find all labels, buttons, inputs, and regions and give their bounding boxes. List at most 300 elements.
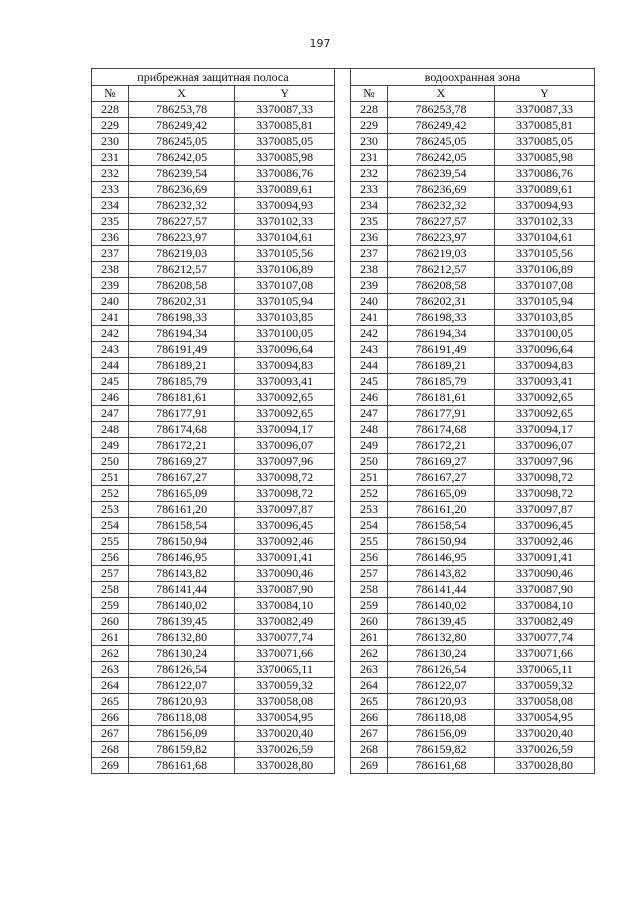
table-row: [92, 470, 335, 486]
x-coordinate-cell: 786181,61: [388, 390, 495, 406]
table-row: [92, 294, 335, 310]
point-number-cell: 250: [351, 454, 388, 470]
table-row: [351, 710, 595, 726]
x-coordinate-cell: 786139,45: [128, 614, 234, 630]
point-number-cell: 252: [92, 486, 129, 502]
x-coordinate-cell: 786249,42: [128, 118, 234, 134]
x-coordinate-cell: 786242,05: [128, 150, 234, 166]
point-number-cell: 239: [351, 278, 388, 294]
point-number-cell: 243: [92, 342, 129, 358]
table-row: [92, 694, 335, 710]
point-number-cell: 249: [92, 438, 129, 454]
point-number-cell: 234: [351, 198, 388, 214]
table-row: [92, 678, 335, 694]
x-coordinate-cell: 786239,54: [128, 166, 234, 182]
point-number-cell: 247: [351, 406, 388, 422]
x-coordinate-cell: 786161,68: [388, 758, 495, 774]
point-number-cell: 244: [92, 358, 129, 374]
table-row: [92, 630, 335, 646]
point-number-cell: 235: [92, 214, 129, 230]
table-row: [351, 582, 595, 598]
point-number-cell: 258: [92, 582, 129, 598]
y-coordinate-cell: 3370098,72: [235, 486, 335, 502]
coastal-protection-strip-table: [91, 68, 335, 774]
table-row: [351, 470, 595, 486]
column-header-y: Y: [235, 86, 335, 102]
y-coordinate-cell: 3370091,41: [495, 550, 595, 566]
x-coordinate-cell: 786198,33: [388, 310, 495, 326]
point-number-cell: 248: [351, 422, 388, 438]
table-row: [351, 198, 595, 214]
y-coordinate-cell: 3370059,32: [495, 678, 595, 694]
point-number-cell: 237: [351, 246, 388, 262]
y-coordinate-cell: 3370028,80: [235, 758, 335, 774]
point-number-cell: 263: [351, 662, 388, 678]
table-row: [351, 166, 595, 182]
table-body: [351, 102, 595, 774]
point-number-cell: 267: [351, 726, 388, 742]
column-header-x: X: [128, 86, 234, 102]
water-protection-zone-table: [350, 68, 595, 774]
y-coordinate-cell: 3370097,96: [235, 454, 335, 470]
table-row: [92, 422, 335, 438]
y-coordinate-cell: 3370089,61: [235, 182, 335, 198]
point-number-cell: 233: [92, 182, 129, 198]
table-title: водоохранная зона: [351, 69, 595, 86]
y-coordinate-cell: 3370028,80: [495, 758, 595, 774]
table-row: [351, 614, 595, 630]
point-number-cell: 266: [351, 710, 388, 726]
point-number-cell: 235: [351, 214, 388, 230]
table-row: [92, 534, 335, 550]
table-row: [351, 694, 595, 710]
point-number-cell: 257: [351, 566, 388, 582]
y-coordinate-cell: 3370094,93: [235, 198, 335, 214]
y-coordinate-cell: 3370071,66: [235, 646, 335, 662]
x-coordinate-cell: 786212,57: [388, 262, 495, 278]
point-number-cell: 253: [92, 502, 129, 518]
x-coordinate-cell: 786146,95: [388, 550, 495, 566]
point-number-cell: 229: [351, 118, 388, 134]
table-row: [92, 710, 335, 726]
x-coordinate-cell: 786140,02: [128, 598, 234, 614]
y-coordinate-cell: 3370058,08: [235, 694, 335, 710]
y-coordinate-cell: 3370026,59: [235, 742, 335, 758]
table-row: [351, 230, 595, 246]
x-coordinate-cell: 786146,95: [128, 550, 234, 566]
table-row: [92, 582, 335, 598]
table-row: [92, 262, 335, 278]
point-number-cell: 265: [351, 694, 388, 710]
point-number-cell: 256: [351, 550, 388, 566]
table-row: [351, 742, 595, 758]
x-coordinate-cell: 786185,79: [388, 374, 495, 390]
point-number-cell: 240: [92, 294, 129, 310]
table-row: [92, 502, 335, 518]
x-coordinate-cell: 786159,82: [128, 742, 234, 758]
y-coordinate-cell: 3370087,33: [495, 102, 595, 118]
x-coordinate-cell: 786139,45: [388, 614, 495, 630]
table-row: [351, 758, 595, 774]
point-number-cell: 228: [351, 102, 388, 118]
table-row: [92, 454, 335, 470]
x-coordinate-cell: 786191,49: [128, 342, 234, 358]
y-coordinate-cell: 3370097,96: [495, 454, 595, 470]
x-coordinate-cell: 786253,78: [388, 102, 495, 118]
y-coordinate-cell: 3370096,07: [235, 438, 335, 454]
x-coordinate-cell: 786161,20: [128, 502, 234, 518]
column-header-y: Y: [495, 86, 595, 102]
table-row: [351, 118, 595, 134]
table-row: [92, 310, 335, 326]
y-coordinate-cell: 3370071,66: [495, 646, 595, 662]
table-row: [351, 294, 595, 310]
x-coordinate-cell: 786208,58: [388, 278, 495, 294]
table-row: [351, 102, 595, 118]
x-coordinate-cell: 786130,24: [388, 646, 495, 662]
x-coordinate-cell: 786118,08: [128, 710, 234, 726]
point-number-cell: 267: [92, 726, 129, 742]
table-row: [92, 134, 335, 150]
y-coordinate-cell: 3370089,61: [495, 182, 595, 198]
table-row: [92, 358, 335, 374]
point-number-cell: 260: [92, 614, 129, 630]
x-coordinate-cell: 786140,02: [388, 598, 495, 614]
table-row: [351, 182, 595, 198]
table-row: [351, 646, 595, 662]
point-number-cell: 262: [351, 646, 388, 662]
y-coordinate-cell: 3370091,41: [235, 550, 335, 566]
x-coordinate-cell: 786219,03: [388, 246, 495, 262]
x-coordinate-cell: 786165,09: [388, 486, 495, 502]
point-number-cell: 246: [351, 390, 388, 406]
point-number-cell: 261: [92, 630, 129, 646]
table-row: [351, 566, 595, 582]
y-coordinate-cell: 3370090,46: [235, 566, 335, 582]
table-row: [92, 374, 335, 390]
table-gap-divider: [335, 68, 350, 84]
y-coordinate-cell: 3370092,65: [495, 406, 595, 422]
table-row: [92, 214, 335, 230]
y-coordinate-cell: 3370092,65: [235, 390, 335, 406]
y-coordinate-cell: 3370065,11: [235, 662, 335, 678]
y-coordinate-cell: 3370087,33: [235, 102, 335, 118]
x-coordinate-cell: 786232,32: [388, 198, 495, 214]
table-row: [92, 646, 335, 662]
point-number-cell: 254: [351, 518, 388, 534]
table-row: [351, 486, 595, 502]
table-row: [92, 726, 335, 742]
table-row: [92, 246, 335, 262]
point-number-cell: 233: [351, 182, 388, 198]
point-number-cell: 264: [351, 678, 388, 694]
point-number-cell: 240: [351, 294, 388, 310]
table-row: [92, 166, 335, 182]
x-coordinate-cell: 786194,34: [388, 326, 495, 342]
x-coordinate-cell: 786189,21: [388, 358, 495, 374]
table-row: [351, 262, 595, 278]
x-coordinate-cell: 786227,57: [128, 214, 234, 230]
y-coordinate-cell: 3370077,74: [495, 630, 595, 646]
point-number-cell: 236: [92, 230, 129, 246]
table-row: [351, 438, 595, 454]
y-coordinate-cell: 3370100,05: [495, 326, 595, 342]
point-number-cell: 260: [351, 614, 388, 630]
y-coordinate-cell: 3370102,33: [495, 214, 595, 230]
y-coordinate-cell: 3370090,46: [495, 566, 595, 582]
table-title: прибрежная защитная полоса: [92, 69, 335, 86]
y-coordinate-cell: 3370094,83: [235, 358, 335, 374]
point-number-cell: 251: [351, 470, 388, 486]
point-number-cell: 230: [92, 134, 129, 150]
x-coordinate-cell: 786150,94: [388, 534, 495, 550]
y-coordinate-cell: 3370092,46: [495, 534, 595, 550]
x-coordinate-cell: 786212,57: [128, 262, 234, 278]
table-row: [92, 550, 335, 566]
y-coordinate-cell: 3370096,64: [495, 342, 595, 358]
x-coordinate-cell: 786177,91: [128, 406, 234, 422]
y-coordinate-cell: 3370100,05: [235, 326, 335, 342]
table-row: [92, 598, 335, 614]
table-row: [92, 486, 335, 502]
y-coordinate-cell: 3370098,72: [235, 470, 335, 486]
x-coordinate-cell: 786208,58: [128, 278, 234, 294]
point-number-cell: 259: [92, 598, 129, 614]
y-coordinate-cell: 3370085,98: [235, 150, 335, 166]
x-coordinate-cell: 786122,07: [388, 678, 495, 694]
point-number-cell: 251: [92, 470, 129, 486]
x-coordinate-cell: 786120,93: [128, 694, 234, 710]
x-coordinate-cell: 786156,09: [388, 726, 495, 742]
table-row: [92, 758, 335, 774]
point-number-cell: 245: [92, 374, 129, 390]
x-coordinate-cell: 786242,05: [388, 150, 495, 166]
y-coordinate-cell: 3370058,08: [495, 694, 595, 710]
table-row: [351, 550, 595, 566]
x-coordinate-cell: 786167,27: [388, 470, 495, 486]
x-coordinate-cell: 786236,69: [128, 182, 234, 198]
point-number-cell: 268: [92, 742, 129, 758]
table-body: [92, 102, 335, 774]
point-number-cell: 261: [351, 630, 388, 646]
point-number-cell: 238: [351, 262, 388, 278]
point-number-cell: 238: [92, 262, 129, 278]
point-number-cell: 255: [92, 534, 129, 550]
x-coordinate-cell: 786126,54: [128, 662, 234, 678]
point-number-cell: 258: [351, 582, 388, 598]
y-coordinate-cell: 3370087,90: [495, 582, 595, 598]
x-coordinate-cell: 786120,93: [388, 694, 495, 710]
point-number-cell: 263: [92, 662, 129, 678]
x-coordinate-cell: 786143,82: [388, 566, 495, 582]
y-coordinate-cell: 3370084,10: [235, 598, 335, 614]
y-coordinate-cell: 3370094,83: [495, 358, 595, 374]
y-coordinate-cell: 3370086,76: [235, 166, 335, 182]
table-row: [351, 134, 595, 150]
x-coordinate-cell: 786143,82: [128, 566, 234, 582]
x-coordinate-cell: 786141,44: [128, 582, 234, 598]
point-number-cell: 236: [351, 230, 388, 246]
point-number-cell: 246: [92, 390, 129, 406]
point-number-cell: 242: [92, 326, 129, 342]
y-coordinate-cell: 3370106,89: [235, 262, 335, 278]
y-coordinate-cell: 3370097,87: [495, 502, 595, 518]
y-coordinate-cell: 3370092,65: [235, 406, 335, 422]
y-coordinate-cell: 3370020,40: [495, 726, 595, 742]
y-coordinate-cell: 3370105,94: [495, 294, 595, 310]
point-number-cell: 259: [351, 598, 388, 614]
point-number-cell: 245: [351, 374, 388, 390]
y-coordinate-cell: 3370097,87: [235, 502, 335, 518]
point-number-cell: 247: [92, 406, 129, 422]
point-number-cell: 248: [92, 422, 129, 438]
table-row: [92, 518, 335, 534]
column-header-x: X: [388, 86, 495, 102]
y-coordinate-cell: 3370105,56: [495, 246, 595, 262]
y-coordinate-cell: 3370098,72: [495, 470, 595, 486]
y-coordinate-cell: 3370020,40: [235, 726, 335, 742]
x-coordinate-cell: 786158,54: [128, 518, 234, 534]
point-number-cell: 232: [92, 166, 129, 182]
point-number-cell: 241: [351, 310, 388, 326]
point-number-cell: 230: [351, 134, 388, 150]
x-coordinate-cell: 786202,31: [388, 294, 495, 310]
point-number-cell: 252: [351, 486, 388, 502]
x-coordinate-cell: 786181,61: [128, 390, 234, 406]
x-coordinate-cell: 786227,57: [388, 214, 495, 230]
x-coordinate-cell: 786236,69: [388, 182, 495, 198]
y-coordinate-cell: 3370054,95: [495, 710, 595, 726]
x-coordinate-cell: 786232,32: [128, 198, 234, 214]
x-coordinate-cell: 786161,68: [128, 758, 234, 774]
point-number-cell: 229: [92, 118, 129, 134]
x-coordinate-cell: 786174,68: [128, 422, 234, 438]
point-number-cell: 244: [351, 358, 388, 374]
x-coordinate-cell: 786172,21: [128, 438, 234, 454]
y-coordinate-cell: 3370085,81: [235, 118, 335, 134]
point-number-cell: 237: [92, 246, 129, 262]
point-number-cell: 256: [92, 550, 129, 566]
point-number-cell: 268: [351, 742, 388, 758]
y-coordinate-cell: 3370104,61: [235, 230, 335, 246]
y-coordinate-cell: 3370026,59: [495, 742, 595, 758]
y-coordinate-cell: 3370085,98: [495, 150, 595, 166]
point-number-cell: 234: [92, 198, 129, 214]
x-coordinate-cell: 786126,54: [388, 662, 495, 678]
point-number-cell: 231: [351, 150, 388, 166]
point-number-cell: 269: [351, 758, 388, 774]
point-number-cell: 239: [92, 278, 129, 294]
table-row: [92, 390, 335, 406]
point-number-cell: 231: [92, 150, 129, 166]
point-number-cell: 255: [351, 534, 388, 550]
y-coordinate-cell: 3370106,89: [495, 262, 595, 278]
y-coordinate-cell: 3370077,74: [235, 630, 335, 646]
y-coordinate-cell: 3370085,81: [495, 118, 595, 134]
y-coordinate-cell: 3370103,85: [235, 310, 335, 326]
y-coordinate-cell: 3370094,17: [235, 422, 335, 438]
y-coordinate-cell: 3370082,49: [235, 614, 335, 630]
y-coordinate-cell: 3370096,64: [235, 342, 335, 358]
table-row: [92, 102, 335, 118]
table-row: [92, 198, 335, 214]
column-header-number: №: [92, 86, 129, 102]
x-coordinate-cell: 786189,21: [128, 358, 234, 374]
x-coordinate-cell: 786150,94: [128, 534, 234, 550]
x-coordinate-cell: 786185,79: [128, 374, 234, 390]
table-row: [351, 662, 595, 678]
table-row: [92, 566, 335, 582]
x-coordinate-cell: 786118,08: [388, 710, 495, 726]
column-header-number: №: [351, 86, 388, 102]
table-row: [351, 214, 595, 230]
y-coordinate-cell: 3370094,93: [495, 198, 595, 214]
table-row: [351, 390, 595, 406]
table-row: [351, 422, 595, 438]
y-coordinate-cell: 3370103,85: [495, 310, 595, 326]
x-coordinate-cell: 786191,49: [388, 342, 495, 358]
table-row: [351, 246, 595, 262]
table-row: [351, 374, 595, 390]
x-coordinate-cell: 786156,09: [128, 726, 234, 742]
x-coordinate-cell: 786169,27: [128, 454, 234, 470]
point-number-cell: 265: [92, 694, 129, 710]
x-coordinate-cell: 786198,33: [128, 310, 234, 326]
table-row: [351, 278, 595, 294]
y-coordinate-cell: 3370105,56: [235, 246, 335, 262]
table-row: [351, 150, 595, 166]
y-coordinate-cell: 3370098,72: [495, 486, 595, 502]
y-coordinate-cell: 3370085,05: [495, 134, 595, 150]
point-number-cell: 253: [351, 502, 388, 518]
x-coordinate-cell: 786202,31: [128, 294, 234, 310]
y-coordinate-cell: 3370054,95: [235, 710, 335, 726]
point-number-cell: 243: [351, 342, 388, 358]
table-row: [92, 326, 335, 342]
x-coordinate-cell: 786219,03: [128, 246, 234, 262]
y-coordinate-cell: 3370093,41: [495, 374, 595, 390]
table-row: [351, 598, 595, 614]
y-coordinate-cell: 3370087,90: [235, 582, 335, 598]
table-row: [351, 726, 595, 742]
x-coordinate-cell: 786161,20: [388, 502, 495, 518]
y-coordinate-cell: 3370092,46: [235, 534, 335, 550]
y-coordinate-cell: 3370105,94: [235, 294, 335, 310]
y-coordinate-cell: 3370096,45: [235, 518, 335, 534]
table-row: [351, 406, 595, 422]
x-coordinate-cell: 786177,91: [388, 406, 495, 422]
table-row: [351, 310, 595, 326]
y-coordinate-cell: 3370093,41: [235, 374, 335, 390]
x-coordinate-cell: 786223,97: [388, 230, 495, 246]
y-coordinate-cell: 3370059,32: [235, 678, 335, 694]
point-number-cell: 250: [92, 454, 129, 470]
table-row: [92, 182, 335, 198]
x-coordinate-cell: 786239,54: [388, 166, 495, 182]
point-number-cell: 241: [92, 310, 129, 326]
point-number-cell: 249: [351, 438, 388, 454]
x-coordinate-cell: 786130,24: [128, 646, 234, 662]
table-row: [92, 118, 335, 134]
point-number-cell: 264: [92, 678, 129, 694]
y-coordinate-cell: 3370085,05: [235, 134, 335, 150]
y-coordinate-cell: 3370104,61: [495, 230, 595, 246]
x-coordinate-cell: 786172,21: [388, 438, 495, 454]
x-coordinate-cell: 786165,09: [128, 486, 234, 502]
y-coordinate-cell: 3370086,76: [495, 166, 595, 182]
table-row: [92, 342, 335, 358]
table-row: [351, 678, 595, 694]
